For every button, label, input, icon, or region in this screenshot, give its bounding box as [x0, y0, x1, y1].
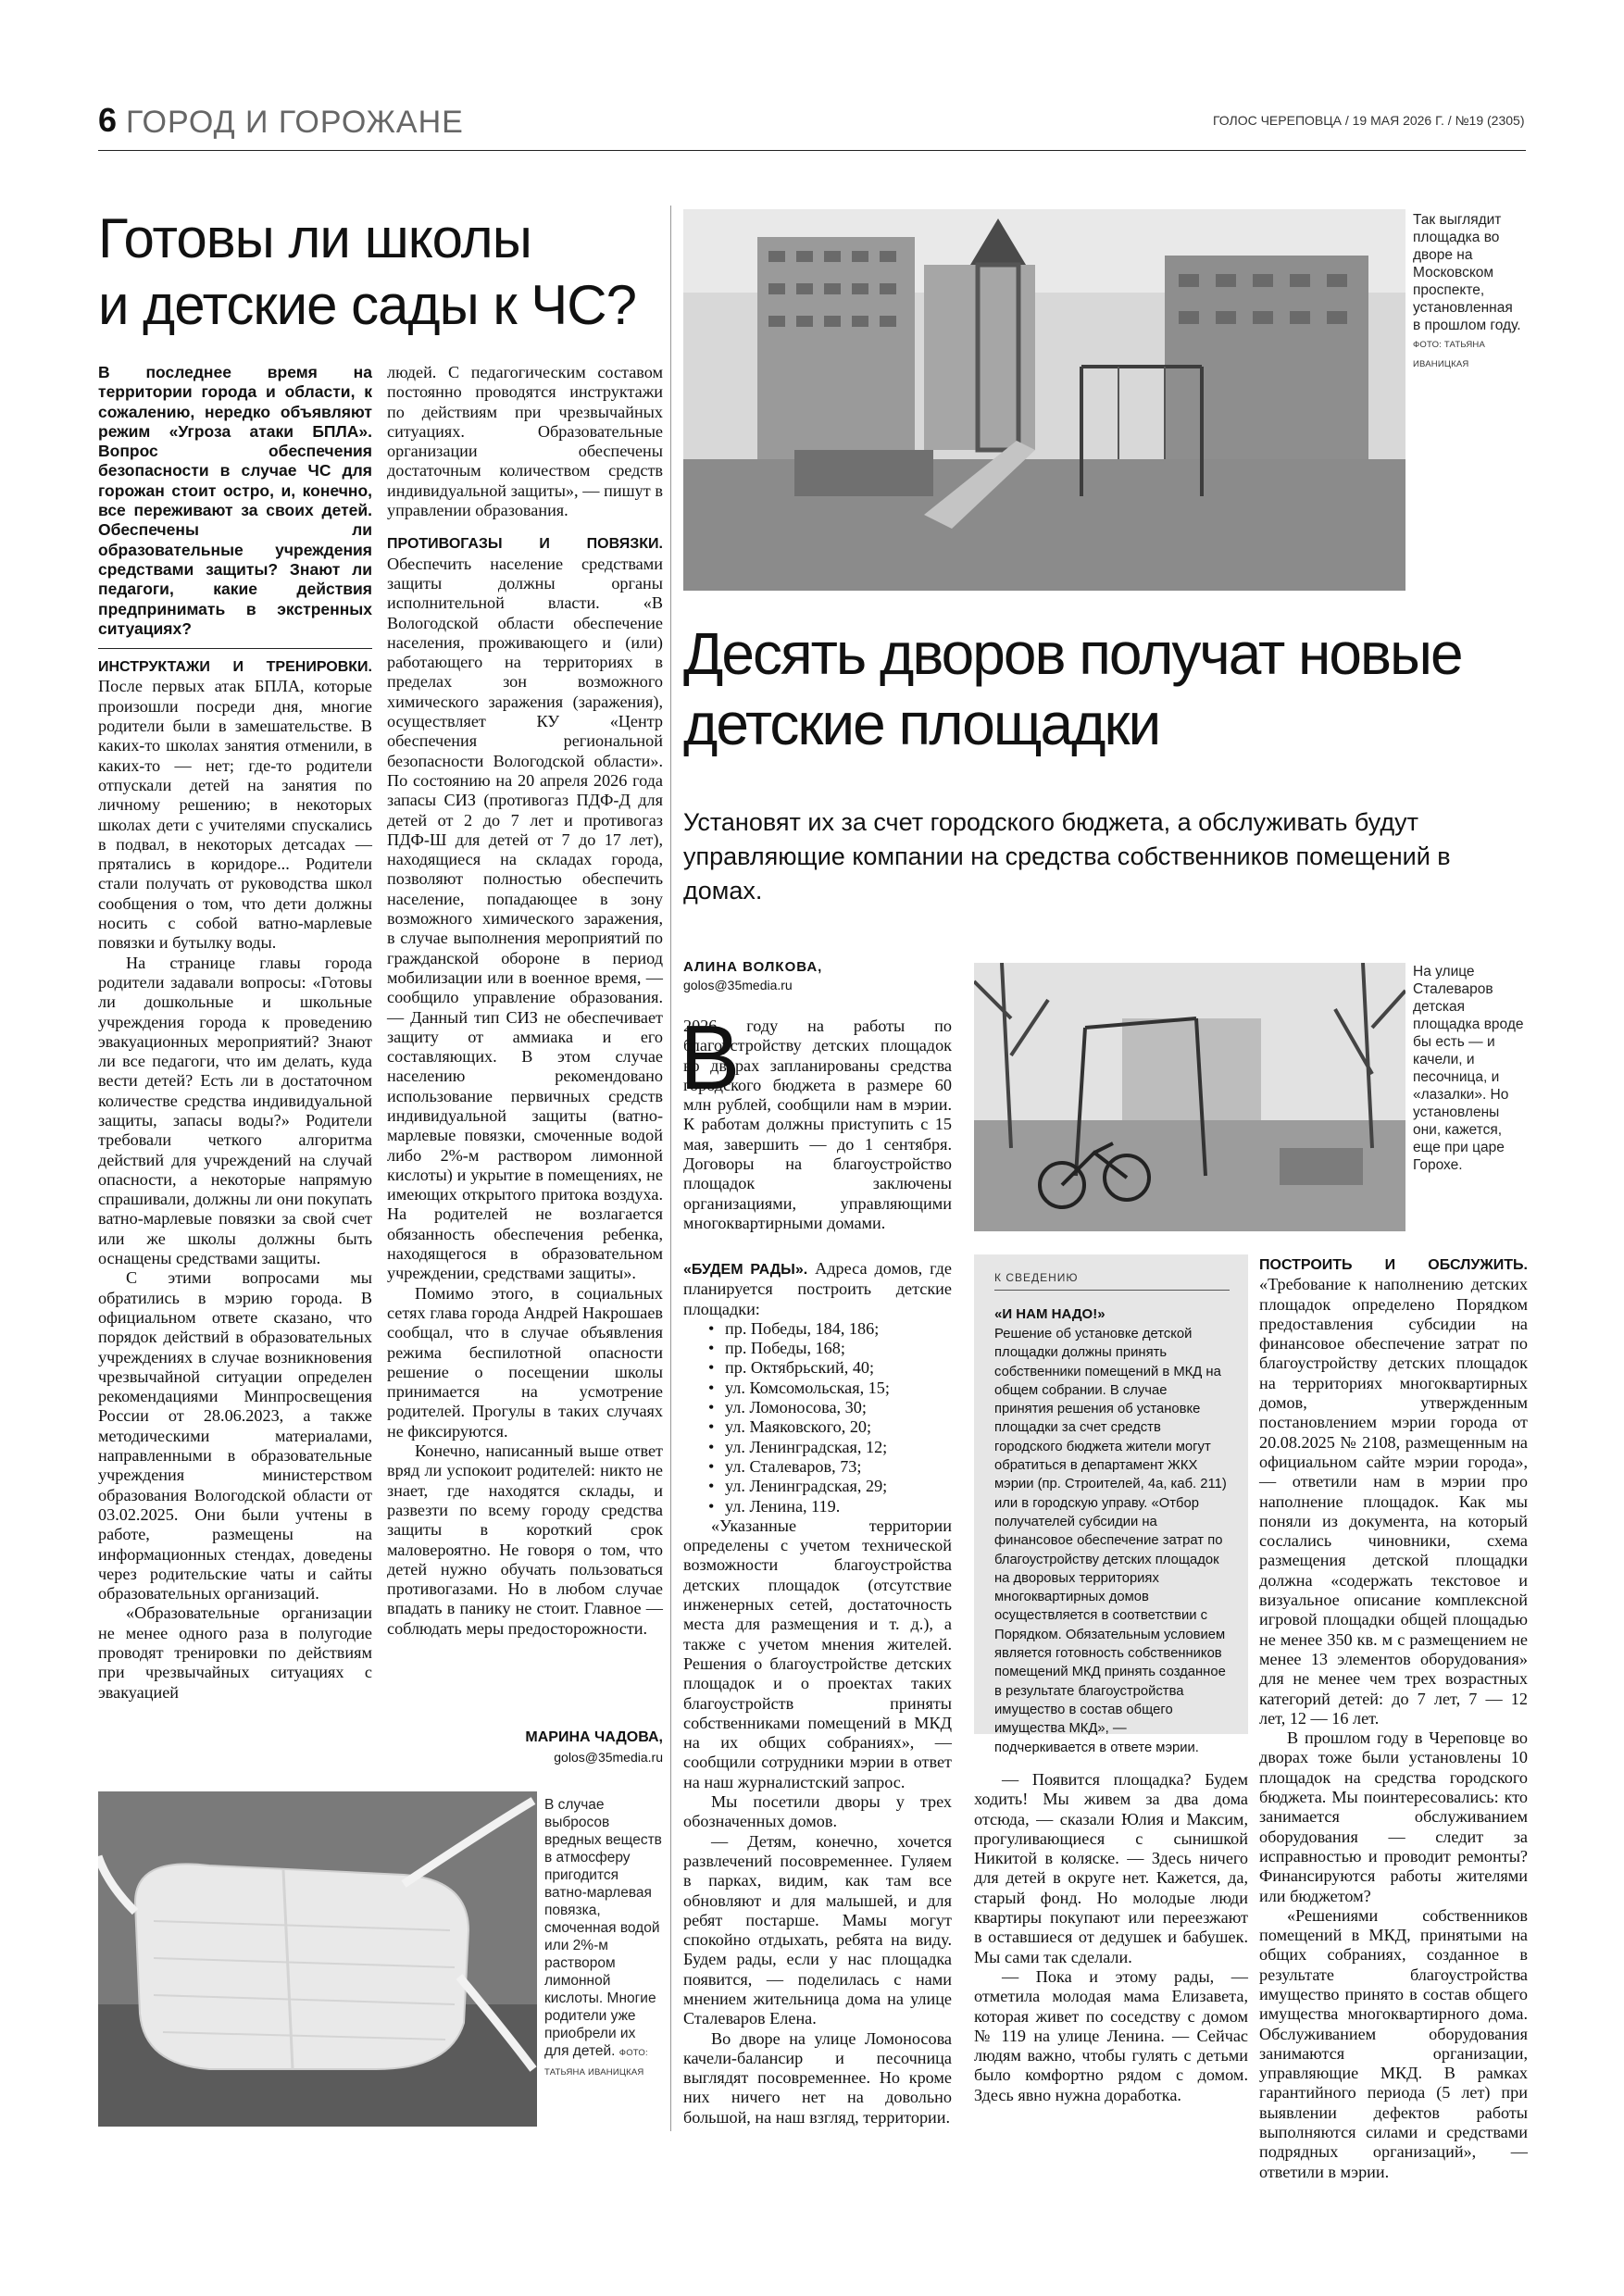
- right-p-lomonosov: Во дворе на улице Ломоносова качели-балансир и песочница выглядят посовременнее. Но кроме них ничего нет на довольно большой, на наш взгляд, территории.: [683, 2028, 952, 2127]
- left-author: МАРИНА ЧАДОВА,: [525, 1729, 663, 1745]
- right-p-glad: — Пока и этому рады, — отметила молодая мама Елизавета, которая живет по соседству с домом № 119 на улице Ленина. — Сейчас людям важно, чтобы гулять с детьми было комфортно рядом с домом. Здесь явно нужна доработка.: [974, 1966, 1248, 2104]
- col2-p4: Конечно, написанный выше ответ вряд ли успокоит родителей: никто не знает, где находятся склады, и развезти по всему городу средства защиты в короткий срок маловероятно. Не говоря о том, что детей нужно обучать пользоваться противогазами. Но в любом случае впадать в панику не стоит. Главное — соблюдать меры предосторожности.: [387, 1441, 663, 1638]
- left-sub2: [387, 533, 663, 1283]
- sub2-heading: ПРОТИВОГАЗЫ И ПОВЯЗКИ.: [387, 536, 663, 553]
- mask-illustration: [98, 1791, 537, 2127]
- right-col-c: [1259, 1254, 1528, 2182]
- right-sub2-text: «Требование к наполнению детских площадок определено Порядком предоставления субсидии на финансовое обеспечение затрат по благоустройству детских площадок на территориях многоквартирных домов, утвержденным постановлением мэрии города от 20.08.2025 № 2108, размещенным на официальном сайте мэрии города», — ответили нам в мэрии про наполнение площадок. Как мы поняли из документа, на который сослались чиновники, схема размещения детской площадки должна «содержать текстовое и визуальное описание комплексной игровой площадки общей площадью не менее 350 кв. м с размещением не менее 13 элементов оборудования» для не менее чем трех возрастных категорий детей: до 7 лет, 7 — 12 лет, 12 — 16 лет.: [1259, 1275, 1528, 1728]
- address-list: [683, 1319, 952, 1516]
- top-photo-caption: [1413, 211, 1524, 373]
- right-author-email: golos@35media.ru: [683, 978, 793, 992]
- right-sub1-heading: «БУДЕМ РАДЫ».: [683, 1262, 808, 1278]
- right-p-appear: — Появится площадка? Будем ходить! Мы живем за два дома отсюда, — сказали Юлия и Максим, прогуливающиеся с сынишкой Никитой в коляске. — Здесь ничего для детей в округе нет. Кажется, да, старый фонд. Но молодые люди квартиры покупают или переезжают в оставшиеся от дедушек и бабушек. Мы сами так сделали.: [974, 1770, 1248, 1966]
- right-p-decisions: «Решениями собственников помещений в МКД, принятыми на общих собраниях, созданное в результате благоустройства имущество принято в состав общего имущества многоквартирного дома. Обслуживанием оборудования занимаются организации, управляющие МКД. В рамках гарантийного периода (5 лет) при выявлении дефектов работы выполняются силами и средствами подрядных организаций», — ответили в мэрии.: [1259, 1905, 1528, 2181]
- address-item: • пр. Победы, 168;: [725, 1339, 952, 1358]
- address-item: • ул. Ломоносова, 30;: [725, 1398, 952, 1417]
- sub1-heading: ИНСТРУКТАЖИ И ТРЕНИРОВКИ.: [98, 659, 372, 676]
- left-p4: «Образовательные организации не менее одного раза в полугодие проводят тренировки по действиям при чрезвычайных ситуациях с эвакуацией: [98, 1603, 372, 1702]
- sub2-text: Обеспечить население средствами защиты должны органы исполнительной власти. «В Вологодской области обеспечение населения, проживающего и (или) работающего на территориях в пределах зон возможного химического заражения (заражения), осуществляет КУ «Центр обеспечения региональной безопасности Вологодской области». По состоянию на 20 апреля 2026 года запасы СИЗ (противогаз ПДФ-Д для детей от 2 до 7 лет и противогаз ПДФ-Ш для детей от 7 до 17 лет), находящиеся на складах города, позволяют полностью обеспечить население, попадающее в зону возможного химического заражения, в случае выполнения мероприятий по гражданской обороне в период мобилизации или в военное время, — сообщило управление образования. — Данный тип СИЗ не обеспечивает защиту от аммиака и его составляющих. В этом случае населению рекомендовано использование первичных средств индивидуальной защиты (ватно-марлевые повязки, смоченные водой либо 2%-м раствором лимонной кислоты) и укрытие в помещениях, не имеющих открытого притока воздуха. На родителей не возлагается обязанность обеспечения ребенка, находящегося в образовательном учреждении, средствами защиты».: [387, 554, 663, 1283]
- right-p-lastyear: В прошлом году в Череповце во дворах тоже были установлены 10 площадок на средства городского бюджета. Мы поинтересовались: кто занимается обслуживанием оборудования — следит за исправностью и проводит ремонты? Финансируются работы жителями или бюджетом?: [1259, 1728, 1528, 1905]
- column-divider: [670, 206, 671, 2131]
- header-rule: [98, 150, 1526, 151]
- address-item: • ул. Ленинградская, 12;: [725, 1438, 952, 1457]
- section-title: ГОРОД И ГОРОЖАНЕ: [126, 105, 464, 140]
- left-p2: На странице главы города родители задавали вопросы: «Готовы ли дошкольные и школьные учреждения города к проведению эвакуационных мероприятий? Знают ли все педагоги, что им делать, куда вести детей? Есть ли в достаточном количестве средства индивидуальной защиты, запасы воды?» Родители требовали четкого алгоритма действий для учреждений на случай опасности, а некоторые напрямую спрашивали, должны ли они покупать ватно-марлевые повязки за свой счет или же школы должны быть оснащены средствами защиты.: [98, 953, 372, 1268]
- address-item: • ул. Маяковского, 20;: [725, 1417, 952, 1437]
- sidebar-label: К СВЕДЕНИЮ: [994, 1271, 1079, 1284]
- address-item: • ул. Ленина, 119.: [725, 1497, 952, 1516]
- info-sidebar: [974, 1254, 1248, 1755]
- sidebar-label-rule: [994, 1290, 1230, 1291]
- masthead: ГОЛОС ЧЕРЕПОВЦА / 19 МАЯ 2026 Г. / №19 (2305): [1213, 113, 1525, 128]
- old-playground-illustration: [974, 963, 1405, 1231]
- mask-caption-text: В случае выбросов вредных веществ в атмосферу пригодится ватно-марлевая повязка, смоченная водой или 2%-м раствором лимонной кислоты. Многие родители уже приобрели их для детей.: [544, 1797, 662, 2059]
- mask-photo: [98, 1791, 537, 2127]
- right-intro: 2026 году на работы по благоустройству детских площадок во дворах запланированы средства городского бюджета в размере 60 млн рублей, сообщили нам в мэрии. К работам должны приступить с 15 мая, завершить — до 1 сентября. Договоры на благоустройство площадок заключены организациями, управляющими многоквартирными домами.: [683, 1017, 952, 1232]
- top-caption-text: Так выглядит площадка во дворе на Московском проспекте, установленная в прошлом году.: [1413, 212, 1521, 333]
- right-sub2-heading: ПОСТРОИТЬ И ОБСЛУЖИТЬ.: [1259, 1257, 1528, 1273]
- right-p-kids: — Детям, конечно, хочется развлечений посовременнее. Гуляем в парках, видим, как там все обновляют и для малышей, и для ребят постарше. Мамы могут спокойно отдыхать, ребята на виду. Будем рады, если у нас площадка появится, — поделилась с нами мнением жительница дома на улице Сталеваров Елена.: [683, 1831, 952, 2028]
- playground-photo-mid: [974, 963, 1405, 1231]
- lead-rule: [98, 648, 372, 649]
- mid-photo-caption: На улице Сталеваров детская площадка вроде бы есть — и качели, и песочница, и «лазалки». Но установлены они, кажется, еще при царе Горохе.: [1413, 964, 1524, 1173]
- sidebar-text: Решение об установке детской площадки должны принять собственники помещений в МКД на общем собрании. В случае принятия решения об установке площадки за счет средств городского бюджета жители могут обратиться в департамент ЖКХ мэрии (пр. Строителей, 4а, каб. 211) или в городскую управу. «Отбор получателей субсидии на финансовое обеспечение затрат по благоустройству детских площадок на дворовых территориях многоквартирных домов осуществляется в соответствии с Порядком. Обязательным условием является готовность собственников помещений МКД принять созданное в результате благоустройства имущество в состав общего имущества МКД», — подчеркивается в ответе мэрии.: [994, 1327, 1227, 1755]
- sidebar-heading: «И НАМ НАДО!»: [994, 1306, 1106, 1322]
- right-subtitle: Установят их за счет городского бюджета, а обслуживать будут управляющие компании на средства собственников помещений в домах.: [683, 808, 1451, 905]
- right-title-line1: Десять дворов получат новые: [683, 620, 1462, 687]
- right-sub2: [1259, 1254, 1528, 1728]
- playground-photo-top: [683, 209, 1405, 591]
- right-title-line2: детские площадки: [683, 691, 1160, 757]
- mask-photo-credit: ФОТО: ТАТЬЯНА ИВАНИЦКАЯ: [544, 2048, 648, 2078]
- right-author: АЛИНА ВОЛКОВА,: [683, 959, 823, 975]
- left-lead: В последнее время на территории города и области, к сожалению, нередко объявляют режим «Угроза атаки БПЛА». Вопрос обеспечения безопасности в случае ЧС для горожан стоит остро, и, конечно, все переживают за своих детей. Обеспечены ли образовательные учреждения средствами защиты? Знают ли педагоги, какие действия предпринимать в экстренных ситуациях?: [98, 363, 372, 638]
- mask-photo-caption: [544, 1796, 663, 2081]
- right-col-a: [683, 1017, 952, 1233]
- right-p-visited: Мы посетили дворы у трех обозначенных домов.: [683, 1792, 952, 1831]
- left-title-line2: и детские сады к ЧС?: [98, 274, 636, 336]
- left-col-2: [387, 363, 663, 1639]
- right-sub1: [683, 1259, 952, 1319]
- right-col-b: [974, 1770, 1248, 2105]
- address-item: • ул. Ленинградская, 29;: [725, 1477, 952, 1496]
- left-article-title: [98, 206, 636, 339]
- address-item: • ул. Сталеваров, 73;: [725, 1457, 952, 1477]
- left-sub1: [98, 656, 372, 953]
- address-item: • ул. Комсомольская, 15;: [725, 1379, 952, 1398]
- top-photo-credit: ФОТО: ТАТЬЯНА ИВАНИЦКАЯ: [1413, 340, 1486, 369]
- address-item: • пр. Победы, 184, 186;: [725, 1319, 952, 1339]
- left-col-1: [98, 363, 372, 1703]
- address-item: • пр. Октябрьский, 40;: [725, 1358, 952, 1378]
- left-p3: С этими вопросами мы обратились в мэрию города. В официальном ответе сказано, что порядок действий в образовательных учреждениях в случае возникновения чрезвычайной ситуации определен рекомендациями Минпросвещения России от 28.06.2023, а также методическими материалами, направленными в образовательные учреждения министерством образования Вологодской области от 03.02.2025. Они были учтены в работе, размещены на информационных стендах, доведены через родительские чаты и сайты образовательных организаций.: [98, 1268, 372, 1603]
- col2-p1: людей. С педагогическим составом постоянно проводятся инструктажи по действиям при чрезвычайных ситуациях. Образовательные организации обеспечены достаточным количеством средств индивидуальной защиты», — пишут в управлении образования.: [387, 363, 663, 520]
- col2-p3: Помимо этого, в социальных сетях глава города Андрей Накрошаев сообщал, что в случае объявления режима беспилотной опасности решение о посещении школы принимается на усмотрение родителей. Прогулы в таких случаях не фиксируются.: [387, 1283, 663, 1441]
- right-p-selected: «Указанные территории определены с учетом технической возможности благоустройства детских площадок (отсутствие инженерных сетей, достаточность места для размещения и т. д.), а также с учетом мнения жителей. Решения о благоустройстве детских площадок и о проектах таких благоустройств приняты собственниками помещений в МКД на их общих собраниях», — сообщили сотрудники мэрии в ответ на наш журналистский запрос.: [683, 1516, 952, 1791]
- page-number: 6: [98, 101, 118, 139]
- right-sub1-text: Адреса домов, где планируется построить детские площадки:: [683, 1259, 952, 1318]
- right-col-a-body: [683, 1259, 952, 2128]
- right-article-title: [683, 618, 1462, 759]
- sub1-text: После первых атак БПЛА, которые произошли посреди дня, многие родители были в замешательстве. В каких-то школах занятия отменили, в каких-то — нет; где-то родители отпускали детей на занятия по личному решению; в некоторых школах дети с учителями спускались в подвал, в некоторых детсадах — прятались в коридоре... Родители стали получать от руководства школ сообщения о том, что дети должны носить с собой ватно-марлевые повязки и бутылку воды.: [98, 677, 372, 953]
- dropcap: В: [680, 1006, 741, 1108]
- left-author-email: golos@35media.ru: [554, 1750, 663, 1765]
- left-title-line1: Готовы ли школы: [98, 207, 531, 269]
- playground-illustration: [683, 209, 1405, 591]
